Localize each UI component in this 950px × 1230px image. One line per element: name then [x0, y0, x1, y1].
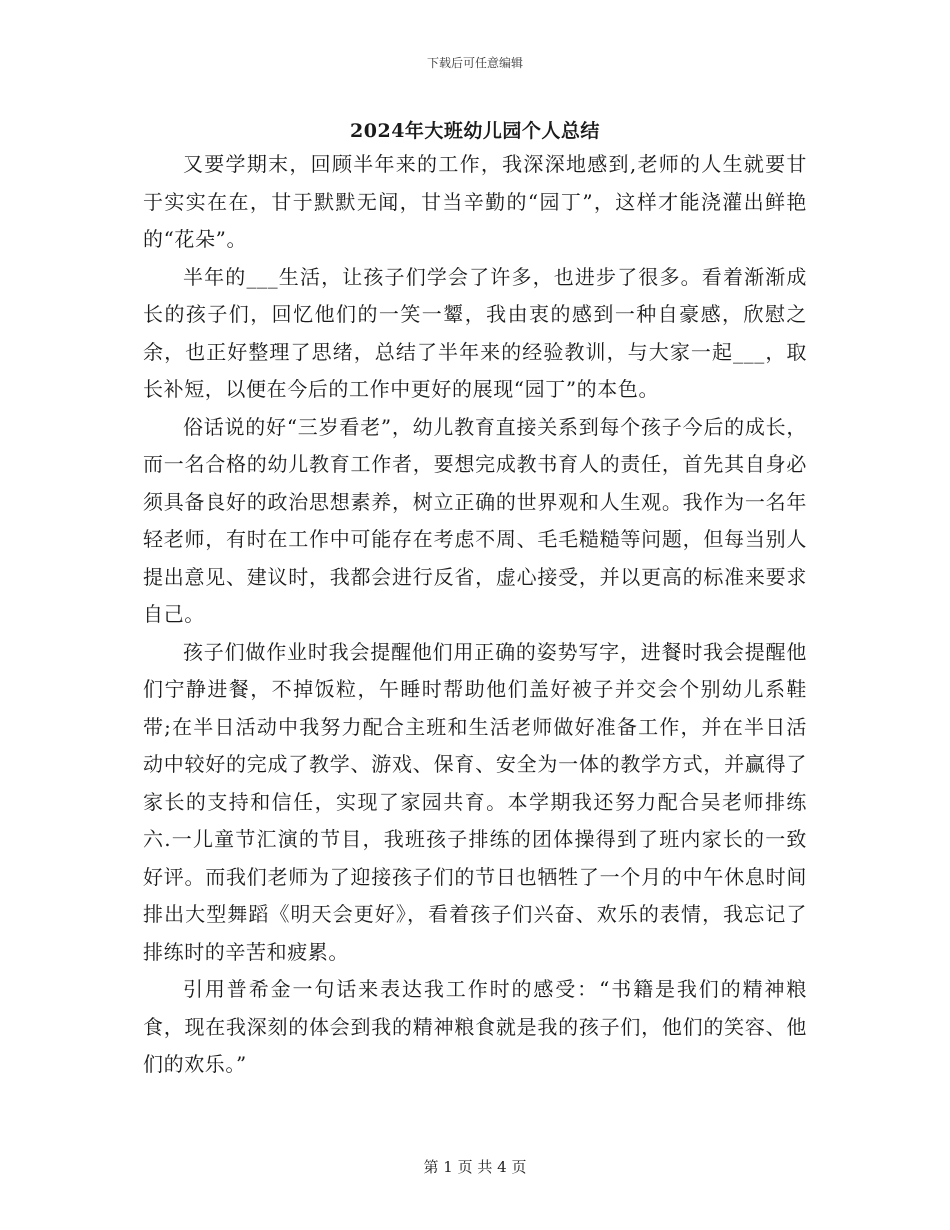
document-body [143, 146, 807, 1084]
paragraph-5: 引用普希金一句话来表达我工作时的感受：“书籍是我们的精神粮食，现在我深刻的体会到我的精神粮食就是我的孩子们，他们的笑容、他们的欢乐。” [143, 977, 807, 1076]
header-note: 下载后可任意编辑 [426, 56, 523, 70]
paragraph-4: 孩子们做作业时我会提醒他们用正确的姿势写字，进餐时我会提醒他们宁静进餐，不掉饭粒，午睡时帮助他们盖好被子并交会个别幼儿系鞋带;在半日活动中我努力配合主班和生活老师做好准备工作，并在半日活动中较好的完成了教学、游戏、保育、安全为一体的教学方式，并赢得了家长的支持和信任，实现了家园共育。本学期我还努力配合吴老师排练六.一儿童节汇演的节目，我班孩子排练的团体操得到了班内家长的一致好评。而我们老师为了迎接孩子们的节日也牺牲了一个月的中午休息时间排出大型舞蹈《明天会更好》，看着孩子们兴奋、欢乐的表情，我忘记了排练时的辛苦和疲累。 [143, 639, 807, 964]
paragraph-2: 半年的___生活，让孩子们学会了许多，也进步了很多。看着渐渐成长的孩子们，回忆他们的一笑一颦，我由衷的感到一种自豪感，欣慰之余，也正好整理了思绪，总结了半年来的经验教训，与大家一起___，取长补短，以便在今后的工作中更好的展现“园丁”的本色。 [143, 264, 807, 401]
document-title: 2024年大班幼儿园个人总结 [350, 120, 600, 142]
paragraph-1: 又要学期末，回顾半年来的工作，我深深地感到,老师的人生就要甘于实实在在，甘于默默无闻，甘当辛勤的“园丁”，这样才能浇灌出鲜艳的“花朵”。 [143, 152, 807, 251]
paragraph-3: 俗话说的好“三岁看老”，幼儿教育直接关系到每个孩子今后的成长，而一名合格的幼儿教育工作者，要想完成教书育人的责任，首先其自身必须具备良好的政治思想素养，树立正确的世界观和人生观。我作为一名年轻老师，有时在工作中可能存在考虑不周、毛毛糙糙等问题，但每当别人提出意见、建议时，我都会进行反省，虚心接受，并以更高的标准来要求自己。 [143, 414, 807, 626]
page-footer: 第 1 页 共 4 页 [423, 1158, 527, 1176]
